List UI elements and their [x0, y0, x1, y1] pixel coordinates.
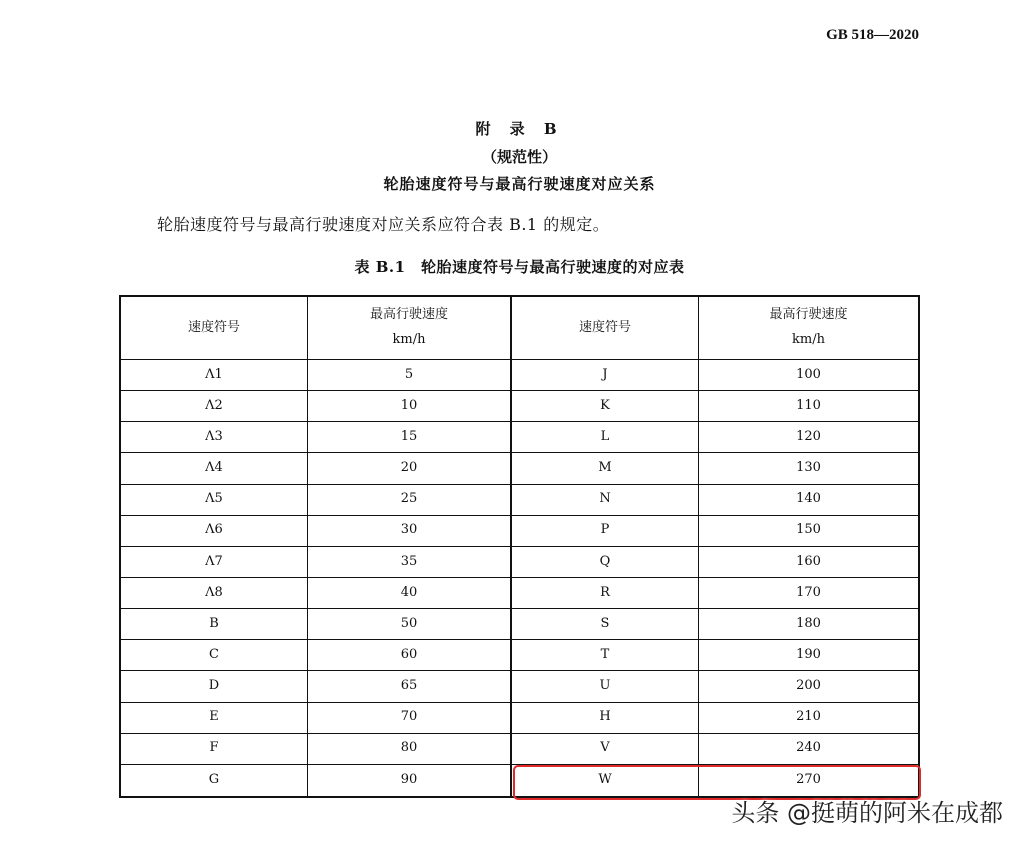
speed-cell: 100: [699, 360, 918, 391]
symbol-cell: Λ1: [121, 360, 308, 391]
speed-cell: 150: [699, 516, 918, 547]
symbol-cell: R: [512, 578, 699, 609]
speed-cell: 70: [308, 703, 510, 734]
symbol-cell: B: [121, 609, 308, 640]
speed-cell: 80: [308, 734, 510, 765]
symbol-cell: W: [512, 765, 699, 796]
symbol-cell: Λ6: [121, 516, 308, 547]
header-speed: [308, 297, 510, 360]
normative-label: （规范性）: [481, 148, 557, 166]
symbol-cell: Λ8: [121, 578, 308, 609]
watermark: 头条 @挺萌的阿米在成都: [731, 799, 1003, 827]
symbol-cell: Λ7: [121, 547, 308, 578]
header-speed: [699, 297, 918, 360]
header-speed-unit: km/h: [392, 332, 426, 347]
symbol-cell: Λ5: [121, 485, 308, 516]
symbol-cell: Λ4: [121, 453, 308, 484]
speed-cell: 50: [308, 609, 510, 640]
symbol-cell: G: [121, 765, 308, 796]
table-caption: 表 B.1 轮胎速度符号与最高行驶速度的对应表: [354, 258, 685, 276]
speed-cell: 180: [699, 609, 918, 640]
speed-cell: 160: [699, 547, 918, 578]
symbol-cell: L: [512, 422, 699, 453]
speed-cell: 110: [699, 391, 918, 422]
header-speed-label: 最高行驶速度: [369, 307, 448, 323]
speed-cell: 210: [699, 703, 918, 734]
speed-cell: 5: [308, 360, 510, 391]
speed-cell: 90: [400, 772, 418, 788]
appendix-label: 附 录 B: [475, 120, 564, 138]
speed-cell: 35: [308, 547, 510, 578]
speed-cell: 190: [699, 640, 918, 671]
header-symbol: 速度符号: [512, 297, 699, 360]
standard-number: GB 518—2020: [826, 27, 919, 43]
speed-cell: 65: [308, 671, 510, 702]
symbol-cell: V: [512, 734, 699, 765]
symbol-cell: E: [121, 703, 308, 734]
speed-cell: 25: [308, 485, 510, 516]
symbol-cell: P: [512, 516, 699, 547]
header-speed-unit: km/h: [792, 332, 825, 347]
symbol-cell: N: [512, 485, 699, 516]
symbol-cell: Λ3: [121, 422, 308, 453]
speed-cell: 60: [308, 640, 510, 671]
speed-cell: 40: [308, 578, 510, 609]
speed-symbol-table: [119, 295, 920, 798]
speed-cell: 200: [699, 671, 918, 702]
header-speed-label: 最高行驶速度: [769, 307, 848, 323]
speed-cell: 15: [308, 422, 510, 453]
speed-cell: 170: [699, 578, 918, 609]
symbol-cell: D: [121, 671, 308, 702]
speed-cell: 10: [308, 391, 510, 422]
symbol-cell: T: [512, 640, 699, 671]
symbol-cell: J: [512, 360, 699, 391]
speed-cell: 20: [308, 453, 510, 484]
symbol-cell: U: [512, 671, 699, 702]
speed-cell: 140: [699, 485, 918, 516]
speed-cell: 240: [699, 734, 918, 765]
speed-cell: 130: [699, 453, 918, 484]
symbol-cell: Λ2: [121, 391, 308, 422]
symbol-cell: Q: [512, 547, 699, 578]
symbol-cell: H: [512, 703, 699, 734]
symbol-cell: S: [512, 609, 699, 640]
appendix-title: 轮胎速度符号与最高行驶速度对应关系: [383, 175, 656, 193]
symbol-cell: F: [121, 734, 308, 765]
header-symbol: 速度符号: [121, 297, 308, 360]
symbol-cell: C: [121, 640, 308, 671]
speed-cell: 270: [796, 772, 821, 788]
symbol-cell: M: [512, 453, 699, 484]
speed-cell: 120: [699, 422, 918, 453]
speed-cell: 30: [308, 516, 510, 547]
symbol-cell: K: [512, 391, 699, 422]
intro-paragraph: 轮胎速度符号与最高行驶速度对应关系应符合表 B.1 的规定。: [157, 215, 610, 234]
